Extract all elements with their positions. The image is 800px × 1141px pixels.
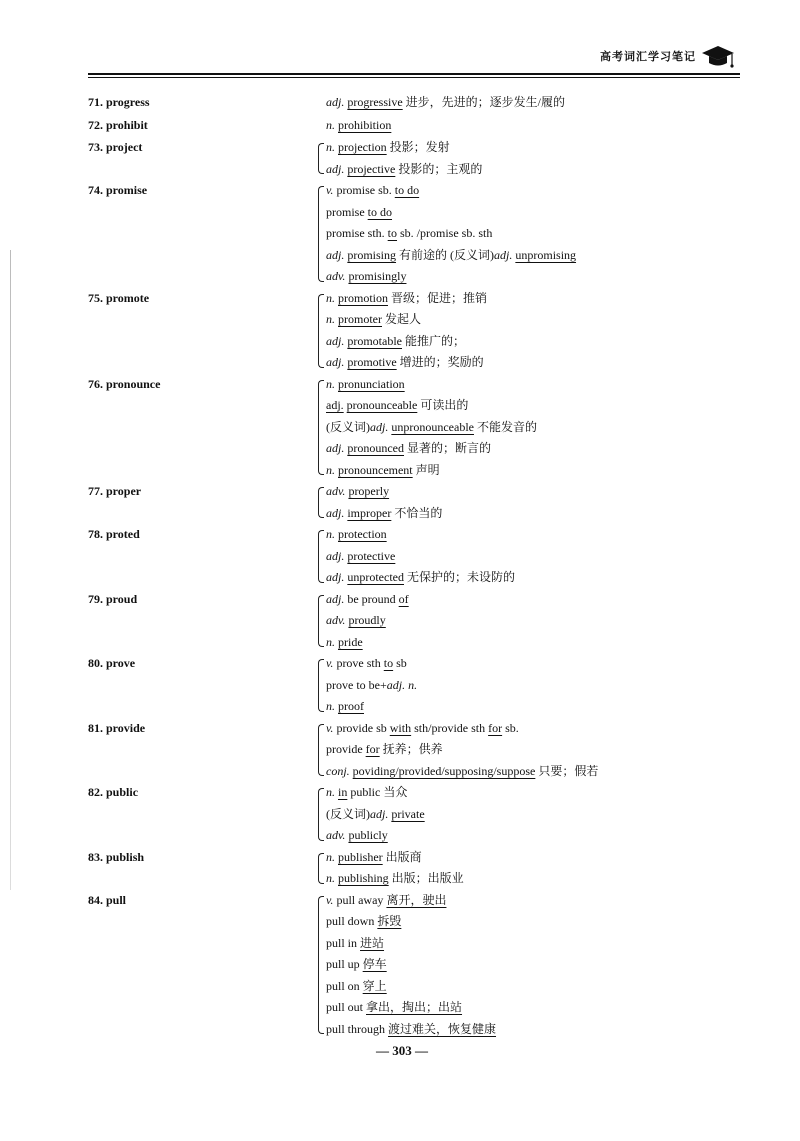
sense-text: pull away xyxy=(333,892,387,907)
sense-line xyxy=(326,374,800,396)
underlined-term: to xyxy=(387,226,398,240)
sense-line xyxy=(326,115,800,137)
underlined-term: 拿出，掏出；出站 xyxy=(366,1000,463,1014)
sense-line xyxy=(326,137,800,159)
sense-text: 显著的；断言的 xyxy=(404,441,492,455)
sense-text: promise xyxy=(326,204,368,219)
underlined-term: promotable xyxy=(347,333,402,348)
sense-text: 出版商 xyxy=(382,849,422,864)
underlined-term: proudly xyxy=(348,613,386,627)
underlined-term: promotive xyxy=(347,355,397,369)
headword: 73. project xyxy=(88,140,143,154)
sense-text: 不能发音的 xyxy=(473,419,537,434)
sense-text: 声明 xyxy=(412,462,440,477)
part-of-speech: adj. xyxy=(494,247,513,262)
sense-text: pull through xyxy=(326,1021,388,1036)
sense-line xyxy=(326,245,800,267)
part-of-speech: adj. xyxy=(326,441,345,455)
underlined-term: publisher xyxy=(338,849,383,864)
headword: 72. prohibit xyxy=(88,117,148,132)
underlined-term: proof xyxy=(338,699,364,713)
sense-line xyxy=(326,460,800,482)
vocab-entry xyxy=(0,847,800,890)
sense-line xyxy=(326,589,800,611)
sense-group xyxy=(318,653,800,718)
sense-text: sb. /promise sb. sth xyxy=(397,226,493,240)
sense-line xyxy=(326,524,800,546)
part-of-speech: adv. xyxy=(326,484,346,498)
header-title: 高考词汇学习笔记 xyxy=(600,50,696,63)
underlined-term: in xyxy=(338,785,348,799)
sense-text: 有前途的 (反义词) xyxy=(396,247,495,262)
part-of-speech: adj. xyxy=(326,355,345,369)
sense-line xyxy=(326,632,800,654)
part-of-speech: v. xyxy=(326,892,334,907)
part-of-speech: n. xyxy=(326,849,335,864)
sense-line xyxy=(326,331,800,353)
sense-text: prove to be+ xyxy=(326,677,387,692)
underlined-term: private xyxy=(391,806,425,821)
headword: 75. promote xyxy=(88,290,150,305)
part-of-speech: n. xyxy=(326,871,335,885)
sense-text: 能推广的； xyxy=(402,333,466,348)
sense-text: 晋级；促进；推销 xyxy=(388,290,488,305)
part-of-speech: v. xyxy=(326,656,334,670)
sense-line xyxy=(326,804,800,826)
vocab-entry xyxy=(0,782,800,847)
sense-group xyxy=(318,180,800,288)
underlined-term: with xyxy=(389,720,412,735)
part-of-speech: n. xyxy=(326,462,335,477)
part-of-speech: adj. xyxy=(326,548,345,563)
sense-group xyxy=(318,890,800,1041)
underlined-term: 停车 xyxy=(362,957,387,971)
headword: 83. publish xyxy=(88,849,145,864)
sense-line xyxy=(326,92,800,114)
sense-group xyxy=(318,92,800,114)
sense-line xyxy=(326,782,800,804)
underlined-term: adj. xyxy=(326,398,344,412)
part-of-speech: n. xyxy=(326,376,335,391)
sense-line xyxy=(326,890,800,912)
sense-text: 只要；假若 xyxy=(535,763,599,778)
vocab-entry xyxy=(0,115,800,137)
part-of-speech: n. xyxy=(326,785,335,799)
graduation-cap-icon xyxy=(700,41,736,71)
part-of-speech: n. xyxy=(326,527,335,541)
vocab-entry xyxy=(0,180,800,288)
sense-line xyxy=(326,718,800,740)
part-of-speech: n. xyxy=(326,634,335,649)
sense-text: 不恰当的 xyxy=(391,505,443,520)
sense-line xyxy=(326,696,800,718)
underlined-term: publicly xyxy=(348,828,388,842)
sense-text: prove sth xyxy=(333,656,384,670)
sense-group xyxy=(318,374,800,482)
part-of-speech: adv. xyxy=(326,613,346,627)
vocabulary-entries xyxy=(0,92,800,1040)
underlined-term: publishing xyxy=(338,871,389,885)
vocab-entry xyxy=(0,890,800,1041)
part-of-speech: adj. xyxy=(370,419,389,434)
sense-text: 发起人 xyxy=(382,312,422,326)
sense-line xyxy=(326,976,800,998)
sense-text: pull on xyxy=(326,978,363,993)
underlined-term: unpronounceable xyxy=(391,419,474,434)
sense-text: 可读出的 xyxy=(417,398,469,412)
part-of-speech: n. xyxy=(326,140,335,154)
vocab-entry xyxy=(0,718,800,783)
sense-line xyxy=(326,438,800,460)
underlined-term: for xyxy=(488,720,503,735)
sense-line xyxy=(326,911,800,933)
headword: 82. public xyxy=(88,785,139,799)
sense-group xyxy=(318,847,800,890)
sense-line xyxy=(326,997,800,1019)
sense-line xyxy=(326,395,800,417)
underlined-term: unpromising xyxy=(515,247,577,262)
headword: 74. promise xyxy=(88,183,148,197)
vocab-entry xyxy=(0,481,800,524)
part-of-speech: v. xyxy=(326,720,334,735)
part-of-speech: adj. xyxy=(326,161,345,176)
headword: 76. pronounce xyxy=(88,376,161,391)
underlined-term: prohibition xyxy=(338,117,392,132)
sense-text: promise sth. xyxy=(326,226,388,240)
part-of-speech: adj. xyxy=(326,333,345,348)
part-of-speech: n. xyxy=(326,117,335,132)
part-of-speech: conj. xyxy=(326,763,350,778)
vocab-entry xyxy=(0,374,800,482)
sense-line xyxy=(326,825,800,847)
sense-line xyxy=(326,761,800,783)
headword: 77. proper xyxy=(88,484,142,498)
sense-text: pull up xyxy=(326,957,363,971)
underlined-term: pronounceable xyxy=(346,398,418,412)
part-of-speech: n. xyxy=(326,699,335,713)
sense-text: 投影的；主观的 xyxy=(395,161,483,176)
underlined-term: projection xyxy=(338,140,387,154)
underlined-term: for xyxy=(365,742,380,756)
sense-line xyxy=(326,868,800,890)
part-of-speech: adj. xyxy=(326,505,345,520)
headword: 81. provide xyxy=(88,720,146,735)
sense-text: pull in xyxy=(326,935,361,950)
underlined-term: pronouncement xyxy=(338,462,413,477)
vocab-entry xyxy=(0,589,800,654)
sense-line xyxy=(326,202,800,224)
underlined-term: pronounced xyxy=(347,441,404,455)
sense-group xyxy=(318,782,800,847)
vocab-entry xyxy=(0,653,800,718)
headword: 79. proud xyxy=(88,591,138,606)
underlined-term: of xyxy=(398,591,409,606)
part-of-speech: adv. xyxy=(326,828,346,842)
sense-text: 抚养；供养 xyxy=(379,742,443,756)
headword: 78. proted xyxy=(88,527,140,541)
sense-line xyxy=(326,653,800,675)
sense-group xyxy=(318,524,800,589)
underlined-term: 进站 xyxy=(360,935,385,950)
vocab-entry xyxy=(0,524,800,589)
part-of-speech: adj. xyxy=(326,247,345,262)
underlined-term: 拆毁 xyxy=(377,914,402,928)
sense-text: pull down xyxy=(326,914,378,928)
sense-text: 增进的；奖励的 xyxy=(396,355,484,369)
sense-line xyxy=(326,417,800,439)
underlined-term: properly xyxy=(348,484,390,498)
underlined-term: progressive xyxy=(347,95,403,109)
sense-text: 进步，先进的；逐步发生/履的 xyxy=(402,95,566,109)
sense-line xyxy=(326,610,800,632)
sense-group xyxy=(318,115,800,137)
part-of-speech: adj. xyxy=(370,806,389,821)
vocab-entry xyxy=(0,137,800,180)
sense-text: pull out xyxy=(326,1000,367,1014)
underlined-term: 离开，驶出 xyxy=(386,892,447,907)
underlined-term: improper xyxy=(347,505,392,520)
part-of-speech: n. xyxy=(326,290,335,305)
sense-line xyxy=(326,503,800,525)
sense-line xyxy=(326,954,800,976)
sense-line xyxy=(326,546,800,568)
underlined-term: promisingly xyxy=(348,269,407,283)
sense-text: sb. xyxy=(502,720,519,735)
underlined-term: poviding/provided/supposing/suppose xyxy=(352,763,536,778)
sense-line xyxy=(326,847,800,869)
underlined-term: promoter xyxy=(338,312,382,326)
underlined-term: projective xyxy=(347,161,396,176)
vocab-entry xyxy=(0,92,800,114)
sense-line xyxy=(326,675,800,697)
sense-group xyxy=(318,481,800,524)
sense-text: promise sb. xyxy=(333,183,395,197)
sense-line xyxy=(326,223,800,245)
part-of-speech: adj. xyxy=(326,570,345,584)
page-header xyxy=(600,40,736,72)
part-of-speech: adv. xyxy=(326,269,346,283)
sense-line xyxy=(326,933,800,955)
underlined-term: protective xyxy=(347,548,396,563)
sense-text: sb xyxy=(393,656,407,670)
underlined-term: pronunciation xyxy=(338,376,405,391)
underlined-term: 穿上 xyxy=(362,978,387,993)
underlined-term: unprotected xyxy=(347,570,404,584)
part-of-speech: n. xyxy=(326,312,335,326)
part-of-speech: adj. xyxy=(326,95,345,109)
sense-text: 投影；发射 xyxy=(386,140,450,154)
sense-line xyxy=(326,481,800,503)
sense-text: public 当众 xyxy=(347,785,408,799)
underlined-term: promotion xyxy=(338,290,388,305)
headword: 80. prove xyxy=(88,656,136,670)
sense-group xyxy=(318,137,800,180)
sense-line xyxy=(326,352,800,374)
underlined-term: pride xyxy=(338,634,363,649)
headword: 71. progress xyxy=(88,95,150,109)
vocab-entry xyxy=(0,288,800,374)
sense-line xyxy=(326,288,800,310)
sense-group xyxy=(318,288,800,374)
underlined-term: 渡过难关，恢复健康 xyxy=(388,1021,497,1036)
sense-text: 出版；出版业 xyxy=(388,871,464,885)
headword: 84. pull xyxy=(88,892,127,907)
underlined-term: to do xyxy=(394,183,420,197)
sense-text: (反义词) xyxy=(326,419,370,434)
sense-line xyxy=(326,739,800,761)
sense-group xyxy=(318,589,800,654)
sense-line xyxy=(326,567,800,589)
underlined-term: promising xyxy=(347,247,397,262)
sense-text: sth/provide sth xyxy=(411,720,489,735)
underlined-term: to do xyxy=(367,204,393,219)
sense-line xyxy=(326,266,800,288)
sense-line xyxy=(326,309,800,331)
sense-group xyxy=(318,718,800,783)
header-rule xyxy=(88,73,740,78)
sense-text: be pround xyxy=(344,591,399,606)
underlined-term: protection xyxy=(338,527,387,541)
sense-line xyxy=(326,1019,800,1041)
part-of-speech: v. xyxy=(326,183,334,197)
part-of-speech: adj. n. xyxy=(386,677,418,692)
underlined-term: to xyxy=(383,656,394,670)
page-number: — 303 — xyxy=(376,1043,428,1058)
sense-text: (反义词) xyxy=(326,806,370,821)
part-of-speech: adj. xyxy=(326,591,345,606)
sense-line xyxy=(326,159,800,181)
sense-line xyxy=(326,180,800,202)
sense-text: provide xyxy=(326,742,366,756)
sense-text: provide sb xyxy=(333,720,390,735)
sense-text: 无保护的；未设防的 xyxy=(404,570,516,584)
